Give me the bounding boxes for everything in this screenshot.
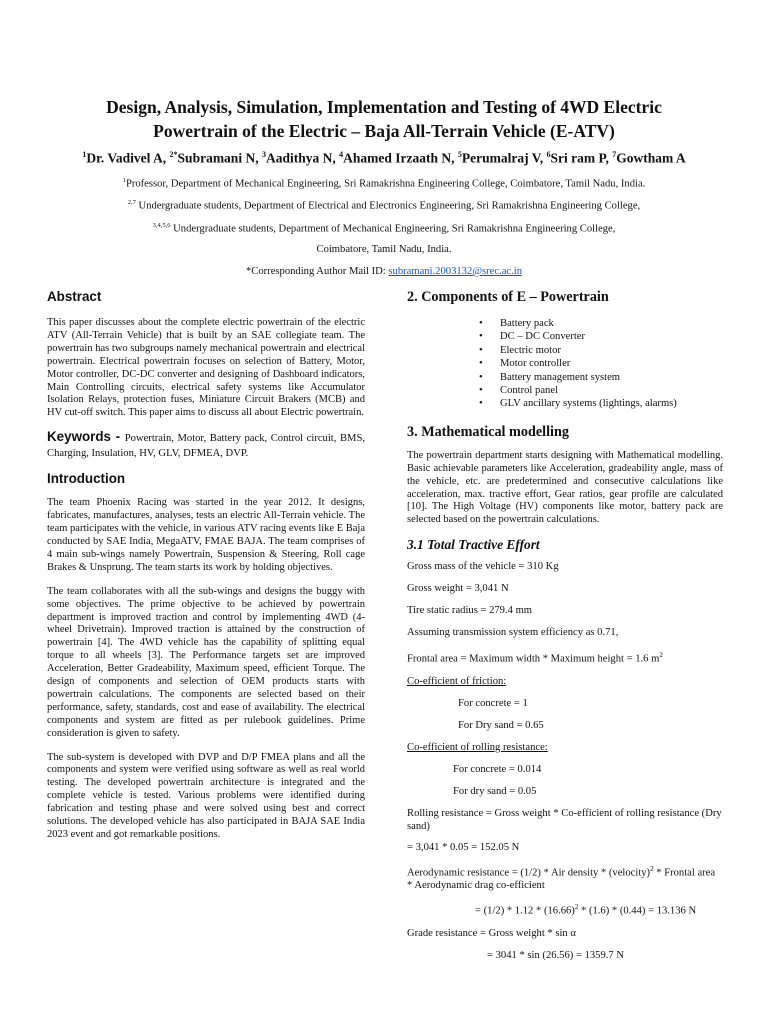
affiliation-2 bbox=[40, 196, 728, 214]
frontal-area-line bbox=[407, 648, 723, 667]
friction-sand-line: For Dry sand = 0.65 bbox=[458, 719, 544, 731]
aero-value-text: = (1/2) * 1.12 * (16.66) bbox=[475, 905, 575, 917]
modelling-heading: 3. Mathematical modelling bbox=[407, 423, 569, 440]
author-name: Sri ram P, bbox=[550, 150, 613, 166]
author-name: Aadithya N, bbox=[265, 150, 340, 166]
components-heading: 2. Components of E – Powertrain bbox=[407, 289, 609, 305]
list-item: • DC – DC Converter bbox=[407, 330, 723, 343]
affiliation-sup: 1 bbox=[122, 177, 126, 184]
aero-value-text-2: * (1.6) * (0.44) = 13.136 N bbox=[578, 905, 697, 917]
tractive-effort-heading: 3.1 Total Tractive Effort bbox=[407, 537, 540, 553]
affiliation-text: Undergraduate students, Department of Mechanical Engineering, Sri Ramakrishna Engineering College, bbox=[170, 223, 616, 235]
affiliation-sup: 3,4,5,6 bbox=[152, 222, 171, 229]
aero-value-sup: 2 bbox=[574, 903, 579, 912]
author-name: Ahamed Irzaath N, bbox=[343, 150, 458, 166]
affiliation-text: Professor, Department of Mechanical Engineering, Sri Ramakrishna Engineering College, Coimbatore, Tamil Nadu, India. bbox=[125, 178, 646, 190]
friction-concrete-line: For concrete = 1 bbox=[458, 697, 528, 709]
efficiency-line: Assuming transmission system efficiency as 0.71, bbox=[407, 627, 619, 639]
corresponding-author bbox=[40, 265, 728, 279]
affiliation-4: Coimbatore, Tamil Nadu, India. bbox=[316, 244, 452, 255]
corresponding-label: *Corresponding Author Mail ID: bbox=[245, 266, 389, 277]
frontal-area-text: Frontal area = Maximum width * Maximum height = 1.6 m bbox=[407, 653, 660, 665]
affiliation-sup: 2,7 bbox=[127, 199, 136, 206]
title-line-2: Powertrain of the Electric – Baja All-Terrain Vehicle (E-ATV) bbox=[153, 121, 615, 141]
author-name: Gowtham A bbox=[616, 150, 686, 166]
author-sup: 1 bbox=[82, 150, 87, 159]
keywords-label: Keywords - bbox=[47, 429, 125, 445]
aero-formula-text: Aerodynamic resistance = (1/2) * Air density * (velocity) bbox=[407, 867, 651, 879]
list-item: • Control panel bbox=[407, 384, 723, 397]
keywords-text: Powertrain, Motor, Battery pack, Control circuit, BMS, Charging, Insulation, HV, GLV, DFMEA, DVP. bbox=[47, 433, 365, 460]
author-sup: 3 bbox=[261, 150, 266, 159]
components-list bbox=[407, 317, 723, 411]
tire-radius-line: Tire static radius = 279.4 mm bbox=[407, 605, 533, 617]
paper-title bbox=[40, 95, 728, 143]
rolling-value-line: = 3,041 * 0.05 = 152.05 N bbox=[407, 841, 520, 853]
grade-formula-line: Grade resistance = Gross weight * sin α bbox=[407, 927, 576, 939]
grade-value-line: = 3041 * sin (26.56) = 1359.7 N bbox=[487, 949, 625, 961]
abstract-heading: Abstract bbox=[47, 289, 102, 304]
author-sup: 4 bbox=[339, 150, 344, 159]
list-item: • Motor controller bbox=[407, 357, 723, 370]
friction-label: Co-efficient of friction: bbox=[407, 675, 507, 687]
gross-mass-line: Gross mass of the vehicle = 310 Kg bbox=[407, 561, 559, 573]
affiliation-text: Undergraduate students, Department of Electrical and Electronics Engineering, Sri Ramakrishna Engineering College, bbox=[135, 200, 641, 212]
list-item: • Battery pack bbox=[407, 317, 723, 330]
list-item: • Battery management system bbox=[407, 371, 723, 384]
introduction-paragraph-2: The team collaborates with all the sub-wings and designs the buggy with some objectives. The prime objective to be achieved by powertrain department is improved traction and control by implementing 4WD (4-wheel Drivetrain). Improved traction is attained by the construction of powertrain [4]. The 4WD vehicle has the capability of splitting equal torque to all wheels [3]. The Performance targets set are improved Acceleration, Better Gradeability, Maximum speed, efficient Torque. The design of components and selection of OEM products starts with powertrain calculations. The components are selected based on their performance, safety, standards, cost and ease of availability. The electrical components and system are fitted as per rulebook guidelines. Prime consideration is given to safety. bbox=[47, 585, 365, 739]
author-sup: 6 bbox=[546, 150, 551, 159]
rolling-concrete-line: For concrete = 0.014 bbox=[453, 763, 542, 775]
left-column bbox=[47, 287, 365, 842]
frontal-area-sup: 2 bbox=[659, 651, 663, 660]
modelling-text: The powertrain department starts designing with Mathematical modelling. Basic achievable parameters like Acceleration, gradeability angle, mass of the vehicle, etc. are predetermined and consecutive calculations like acceleration, max. tractive effort, Gear ratios, gear profile are calculated [10]. The High Voltage (HV) components like motor, battery pack are selected based on the powertrain calculations. bbox=[407, 449, 723, 526]
author-name: Perumalraj V, bbox=[461, 150, 547, 166]
abstract-text: This paper discusses about the complete electric powertrain of the electric ATV (All-Terrain Vehicle) that is built by an SAE collegiate team. The powertrain has two subgroups namely mechanical powertrain and electrical powertrain. Electrical powertrain focuses on selection of Battery, Motor, Motor controller, DC-DC converter and designing of Dashboard indicators, Main Controlling circuits, electrical safety systems like Accumulator Isolation Relays, protection fuses, Miniature Circuit Brakers (MCB) and HV cut-off switch. This paper aims to discuss all about Electric powertrain. bbox=[47, 317, 365, 419]
aero-formula-text-2: * Frontal area * Aerodynamic drag co-efficient bbox=[407, 867, 716, 892]
author-name: Dr. Vadivel A, bbox=[86, 150, 170, 166]
introduction-paragraph-1: The team Phoenix Racing was started in the year 2012. It designs, fabricates, manufactures, analyses, tests an electric All-Terrain vehicle. The team participates with the vehicle, in various ATV racing events like E Baja conducted by SAE India, MegaATV, FMAE BAJA. The team comprises of 4 main sub-wings namely Powertrain, Suspension & Steering, Roll cage Brakes & Unsprung. The team starts its work by holding objectives. bbox=[47, 497, 365, 573]
rolling-sand-line: For dry sand = 0.05 bbox=[453, 785, 537, 797]
introduction-paragraph-3: The sub-system is developed with DVP and D/P FMEA plans and all the components and system were verified using software as well as real world testing. The developed powertrain architecture is integrated and the complete vehicle is tested. Various problems were identified during fabrication and testing phase and were solved using best and correct solutions. The developed vehicle has also participated in BAJA SAE India 2023 event and got remarkable positions. bbox=[47, 751, 365, 840]
aero-formula-sup: 2 bbox=[650, 864, 654, 873]
author-sup: 7 bbox=[612, 150, 617, 159]
author-sup: 5 bbox=[457, 150, 462, 159]
list-item: • GLV ancillary systems (lightings, alarms) bbox=[407, 397, 723, 410]
aero-formula-line bbox=[407, 863, 723, 893]
rolling-label: Co-efficient of rolling resistance: bbox=[407, 741, 548, 753]
list-item: • Electric motor bbox=[407, 344, 723, 357]
affiliation-1 bbox=[40, 174, 728, 192]
rolling-formula-line: Rolling resistance = Gross weight * Co-efficient of rolling resistance (Dry sand) bbox=[407, 807, 722, 832]
author-name: Subramani N, bbox=[177, 150, 262, 166]
affiliation-3 bbox=[40, 219, 728, 237]
right-column bbox=[407, 287, 723, 963]
corresponding-email-link[interactable]: subramani.2003132@srec.ac.in bbox=[388, 266, 523, 277]
introduction-heading: Introduction bbox=[47, 471, 126, 487]
gross-weight-line: Gross weight = 3,041 N bbox=[407, 583, 509, 595]
keywords bbox=[47, 429, 365, 461]
author-list bbox=[30, 146, 738, 168]
aero-value-line bbox=[407, 900, 723, 919]
title-line-1: Design, Analysis, Simulation, Implementation and Testing of 4WD Electric bbox=[106, 97, 662, 117]
author-sup: 2* bbox=[169, 150, 178, 159]
